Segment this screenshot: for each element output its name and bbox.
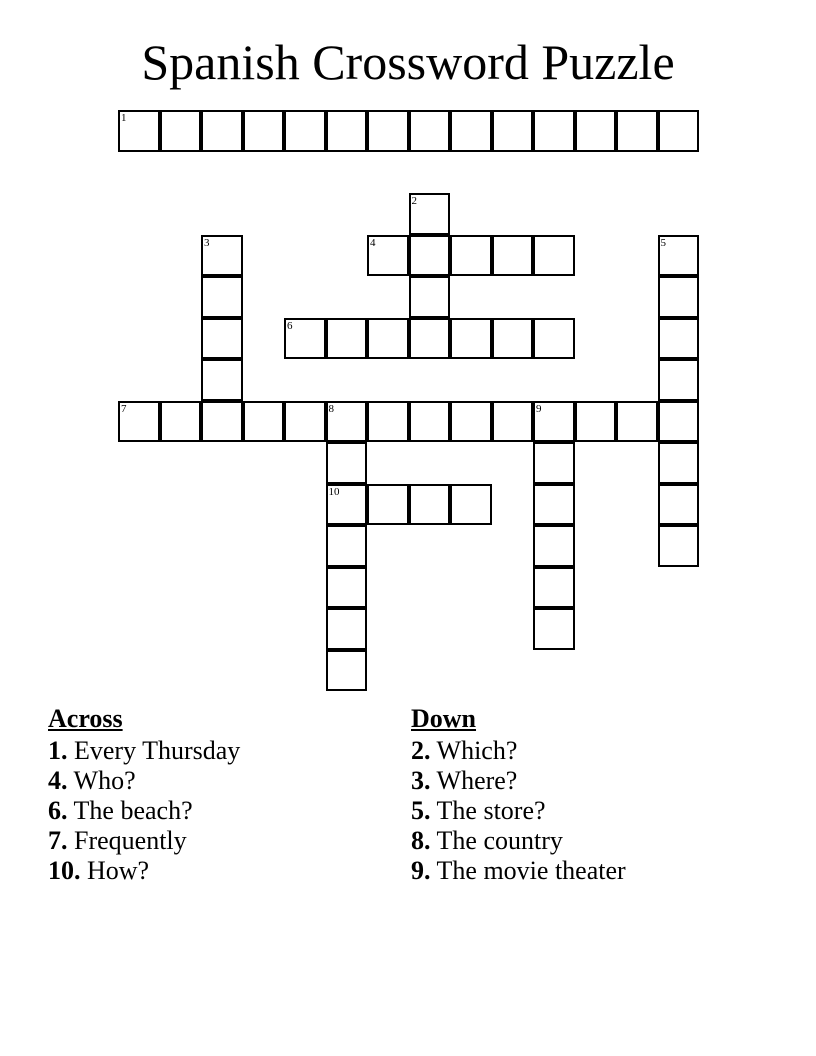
grid-cell[interactable] (450, 484, 492, 526)
grid-cell[interactable] (450, 318, 492, 360)
grid-cell[interactable] (201, 235, 243, 277)
across-clue-4[interactable] (48, 766, 388, 796)
grid-cell[interactable] (367, 318, 409, 360)
grid-cell[interactable] (533, 110, 575, 152)
grid-cell[interactable] (326, 484, 368, 526)
clue-number: 8. (411, 826, 431, 855)
clue-text: Where? (436, 766, 518, 795)
clue-text: Which? (436, 736, 518, 765)
cell-number: 8 (328, 402, 334, 415)
grid-cell[interactable] (533, 235, 575, 277)
grid-cell[interactable] (326, 318, 368, 360)
grid-cell[interactable] (160, 110, 202, 152)
clue-number: 1. (48, 736, 68, 765)
grid-cell[interactable] (616, 110, 658, 152)
grid-cell[interactable] (326, 650, 368, 692)
grid-cell[interactable] (326, 567, 368, 609)
grid-cell[interactable] (533, 525, 575, 567)
grid-cell[interactable] (450, 401, 492, 443)
across-clue-1[interactable] (48, 736, 388, 766)
grid-cell[interactable] (658, 525, 700, 567)
grid-cell[interactable] (367, 484, 409, 526)
grid-cell[interactable] (533, 567, 575, 609)
grid-cell[interactable] (367, 235, 409, 277)
grid-cell[interactable] (533, 318, 575, 360)
crossword-grid (118, 110, 700, 692)
grid-cell[interactable] (533, 442, 575, 484)
down-heading: Down (411, 704, 477, 733)
down-clue-8[interactable] (411, 826, 751, 856)
grid-cell[interactable] (409, 484, 451, 526)
clue-text: How? (87, 856, 150, 885)
across-clue-6[interactable] (48, 796, 388, 826)
clue-number: 6. (48, 796, 68, 825)
cell-number: 4 (370, 236, 376, 249)
grid-cell[interactable] (575, 110, 617, 152)
down-clue-2[interactable] (411, 736, 751, 766)
clue-number: 2. (411, 736, 431, 765)
grid-cell[interactable] (575, 401, 617, 443)
cell-number: 9 (536, 402, 542, 415)
grid-cell[interactable] (492, 401, 534, 443)
cell-number: 5 (660, 236, 666, 249)
grid-cell[interactable] (658, 359, 700, 401)
grid-cell[interactable] (326, 442, 368, 484)
grid-cell[interactable] (243, 401, 285, 443)
grid-cell[interactable] (326, 401, 368, 443)
clue-number: 9. (411, 856, 431, 885)
clue-text: Every Thursday (74, 736, 241, 765)
grid-cell[interactable] (409, 318, 451, 360)
across-heading: Across (48, 704, 123, 733)
clue-text: The country (436, 826, 563, 855)
grid-cell[interactable] (658, 401, 700, 443)
clue-number: 3. (411, 766, 431, 795)
grid-cell[interactable] (284, 401, 326, 443)
clue-number: 5. (411, 796, 431, 825)
clue-text: Frequently (74, 826, 187, 855)
cell-number: 3 (204, 236, 210, 249)
grid-cell[interactable] (492, 318, 534, 360)
grid-cell[interactable] (160, 401, 202, 443)
clue-text: The movie theater (436, 856, 626, 885)
grid-cell[interactable] (326, 110, 368, 152)
grid-cell[interactable] (201, 318, 243, 360)
grid-cell[interactable] (367, 110, 409, 152)
grid-cell[interactable] (450, 235, 492, 277)
across-clues (48, 704, 388, 886)
grid-cell[interactable] (533, 401, 575, 443)
grid-cell[interactable] (658, 318, 700, 360)
cell-number: 1 (121, 112, 127, 124)
grid-cell[interactable] (326, 608, 368, 650)
grid-cell[interactable] (284, 110, 326, 152)
cell-number: 2 (411, 195, 417, 207)
page-title: Spanish Crossword Puzzle (141, 34, 675, 90)
grid-cell[interactable] (533, 608, 575, 650)
down-clues (411, 704, 751, 886)
clue-text: The beach? (73, 796, 193, 825)
grid-cell[interactable] (201, 276, 243, 318)
grid-cell[interactable] (367, 401, 409, 443)
grid-cell[interactable] (658, 276, 700, 318)
grid-cell[interactable] (658, 484, 700, 526)
clue-text: Who? (73, 766, 136, 795)
grid-cell[interactable] (658, 442, 700, 484)
cell-number: 7 (121, 402, 127, 415)
grid-cell[interactable] (326, 525, 368, 567)
clue-number: 4. (48, 766, 68, 795)
grid-cell[interactable] (658, 110, 700, 152)
across-clue-10[interactable] (48, 856, 388, 886)
down-clue-3[interactable] (411, 766, 751, 796)
clue-text: The store? (436, 796, 546, 825)
clue-number: 10. (48, 856, 81, 885)
grid-cell[interactable] (658, 235, 700, 277)
cell-number: 6 (287, 319, 293, 332)
grid-cell[interactable] (201, 401, 243, 443)
grid-cell[interactable] (118, 401, 160, 443)
grid-cell[interactable] (409, 276, 451, 318)
cell-number: 10 (328, 485, 340, 498)
grid-cell[interactable] (492, 235, 534, 277)
across-clue-7[interactable] (48, 826, 388, 856)
grid-cell[interactable] (409, 110, 451, 152)
grid-cell[interactable] (492, 110, 534, 152)
down-clue-5[interactable] (411, 796, 751, 826)
grid-cell[interactable] (409, 193, 451, 235)
down-clue-9[interactable] (411, 856, 751, 886)
grid-cell[interactable] (243, 110, 285, 152)
grid-cell[interactable] (409, 235, 451, 277)
grid-cell[interactable] (409, 401, 451, 443)
grid-cell[interactable] (201, 359, 243, 401)
grid-cell[interactable] (616, 401, 658, 443)
grid-cell[interactable] (118, 110, 160, 152)
clue-number: 7. (48, 826, 68, 855)
grid-cell[interactable] (201, 110, 243, 152)
grid-cell[interactable] (450, 110, 492, 152)
grid-cell[interactable] (284, 318, 326, 360)
grid-cell[interactable] (533, 484, 575, 526)
